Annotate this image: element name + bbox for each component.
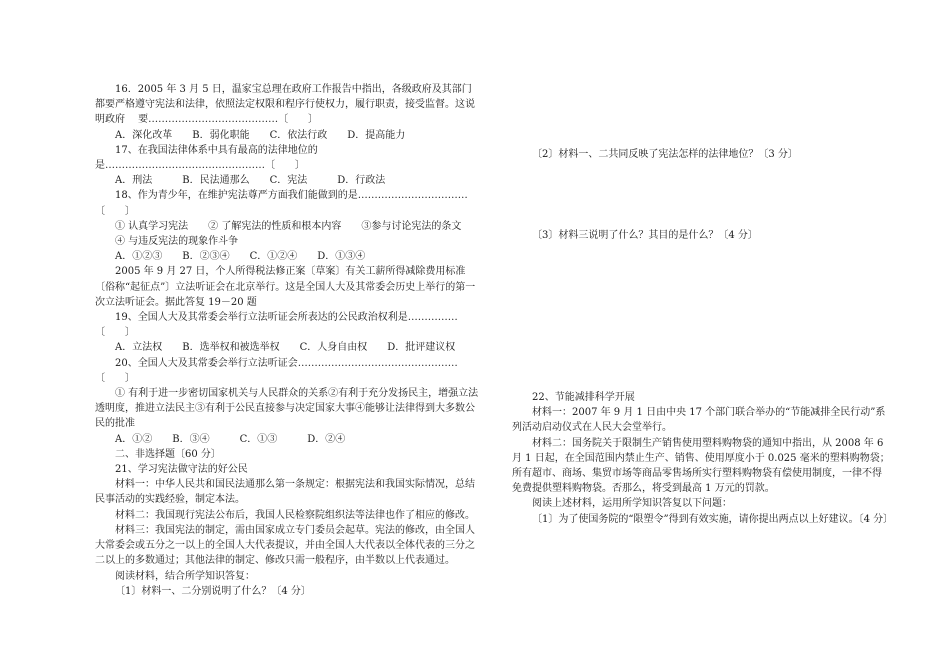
passage-19-20: 2005 年 9 月 27 日，个人所得税法修正案〔草案〕有关工薪所得减除费用标准〔俗称“起征点”〕立法听证会在北京举行。这是全国人大及其常委会历史上举行的第一次立法听证会。据此答复 19－20 题 <box>95 266 476 308</box>
q21-sub-3: 〔3〕材料三说明了什么？其目的是什么？〔4 分〕 <box>532 230 758 241</box>
q22-material-2: 材料二：国务院关于限制生产销售使用塑料购物袋的通知中指出，从 2008 年 6 月 1 日起，在全国范围内禁止生产、销售、使用厚度小于 0.025 毫米的塑料购物袋；所有超市、商场、集贸市场等商品零售场所实行塑料购物袋有偿使用制度，一律不得免费提供塑料购物袋。否那么，将受到最高 1 万元的罚款。 <box>512 437 890 495</box>
section-2-heading: 二、非选择题〔60 分〕 <box>115 448 221 460</box>
q22-sub-1: 〔1〕为了使国务院的“限塑令”得到有效实施，请你提出两点以上好建议。〔4 分〕 <box>532 513 894 525</box>
q21-material-2: 材料二：我国现行宪法公布后，我国人民检察院组织法等法律也作了相应的修改。 <box>115 509 475 521</box>
q17-stem: 17、在我国法律体系中具有最高的法律地位的是…………………………………………〔 〕 <box>95 144 318 172</box>
q17-options: A．刑法 B．民法通那么 C．宪法 D．行政法 <box>115 175 386 187</box>
q21-sub-2: 〔2〕材料一、二共同反映了宪法怎样的法律地位？〔3 分〕 <box>532 149 798 160</box>
left-column <box>95 82 479 599</box>
q21-read-instruction: 阅读材料，结合所学知识答复： <box>115 570 255 582</box>
q22-block <box>512 390 894 527</box>
q20-stem: 20、全国人大及其常委会举行立法听证会…………………………………………〔 〕 <box>95 357 458 384</box>
q16-options: A．深化改革 B．弱化职能 C．依法行政 D．提高能力 <box>115 129 406 141</box>
q19-options: A．立法权 B．选举权和被选举权 C．人身自由权 D．批评建议权 <box>115 342 456 354</box>
q20-options: A．①② B．③④ C．①③ D．②④ <box>115 433 346 445</box>
q21-material-3: 材料三：我国宪法的制定，需由国家成立专门委员会起草。宪法的修改，由全国人大常委会或五分之一以上的全国人大代表提议，并由全国人大代表以全体代表的三分之二以上的多数通过；其他法律的制定、修改只需一般程序，由半数以上代表通过。 <box>95 524 475 567</box>
q22-material-1: 材料一：2007 年 9 月 1 日由中央 17 个部门联合举办的“节能减排全民行动”系列活动启动仪式在人民大会堂举行。 <box>512 407 886 434</box>
q18-stem: 18、作为青少年，在维护宪法尊严方面我们能做到的是……………………………〔 〕 <box>95 190 468 217</box>
q18-items-1: ① 认真学习宪法 ② 了解宪法的性质和根本内容 ③参与讨论宪法的条文 <box>115 220 462 232</box>
q21-sub-1: 〔1〕材料一、二分别说明了什么？〔4 分〕 <box>115 585 311 597</box>
q22-title: 22、节能减排科学开展 <box>532 392 635 403</box>
q19-stem: 19、全国人大及其常委会举行立法听证会所表达的公民政治权利是……………〔 〕 <box>95 312 458 339</box>
q20-items: ① 有利于进一步密切国家机关与人民群众的关系②有利于充分发扬民主，增强立法透明度，推进立法民主③有利于公民直接参与决定国家大事④能够让法律得到大多数公民的批准 <box>95 388 479 430</box>
q21-title: 21、学习宪法做守法的好公民 <box>115 464 248 476</box>
q18-items-2: ④ 与违反宪法的现象作斗争 <box>115 236 239 248</box>
q16-stem: 16．2005 年 3 月 5 日，温家宝总理在政府工作报告中指出，各级政府及其部门都要严格遵守宪法和法律，依照法定权限和程序行使权力，履行职责，接受监督。这说明政府 要…………………………………〔 〕 <box>95 84 475 126</box>
q22-read-instruction: 阅读上述材料，运用所学知识答复以下问题： <box>532 498 732 510</box>
q18-options: A．①②③ B．②③④ C．①②④ D．①③④ <box>115 251 366 263</box>
q21-material-1: 材料一：中华人民共和国民法通那么第一条规定：根据宪法和我国实际情况，总结民事活动的实践经验，制定本法。 <box>95 479 475 506</box>
